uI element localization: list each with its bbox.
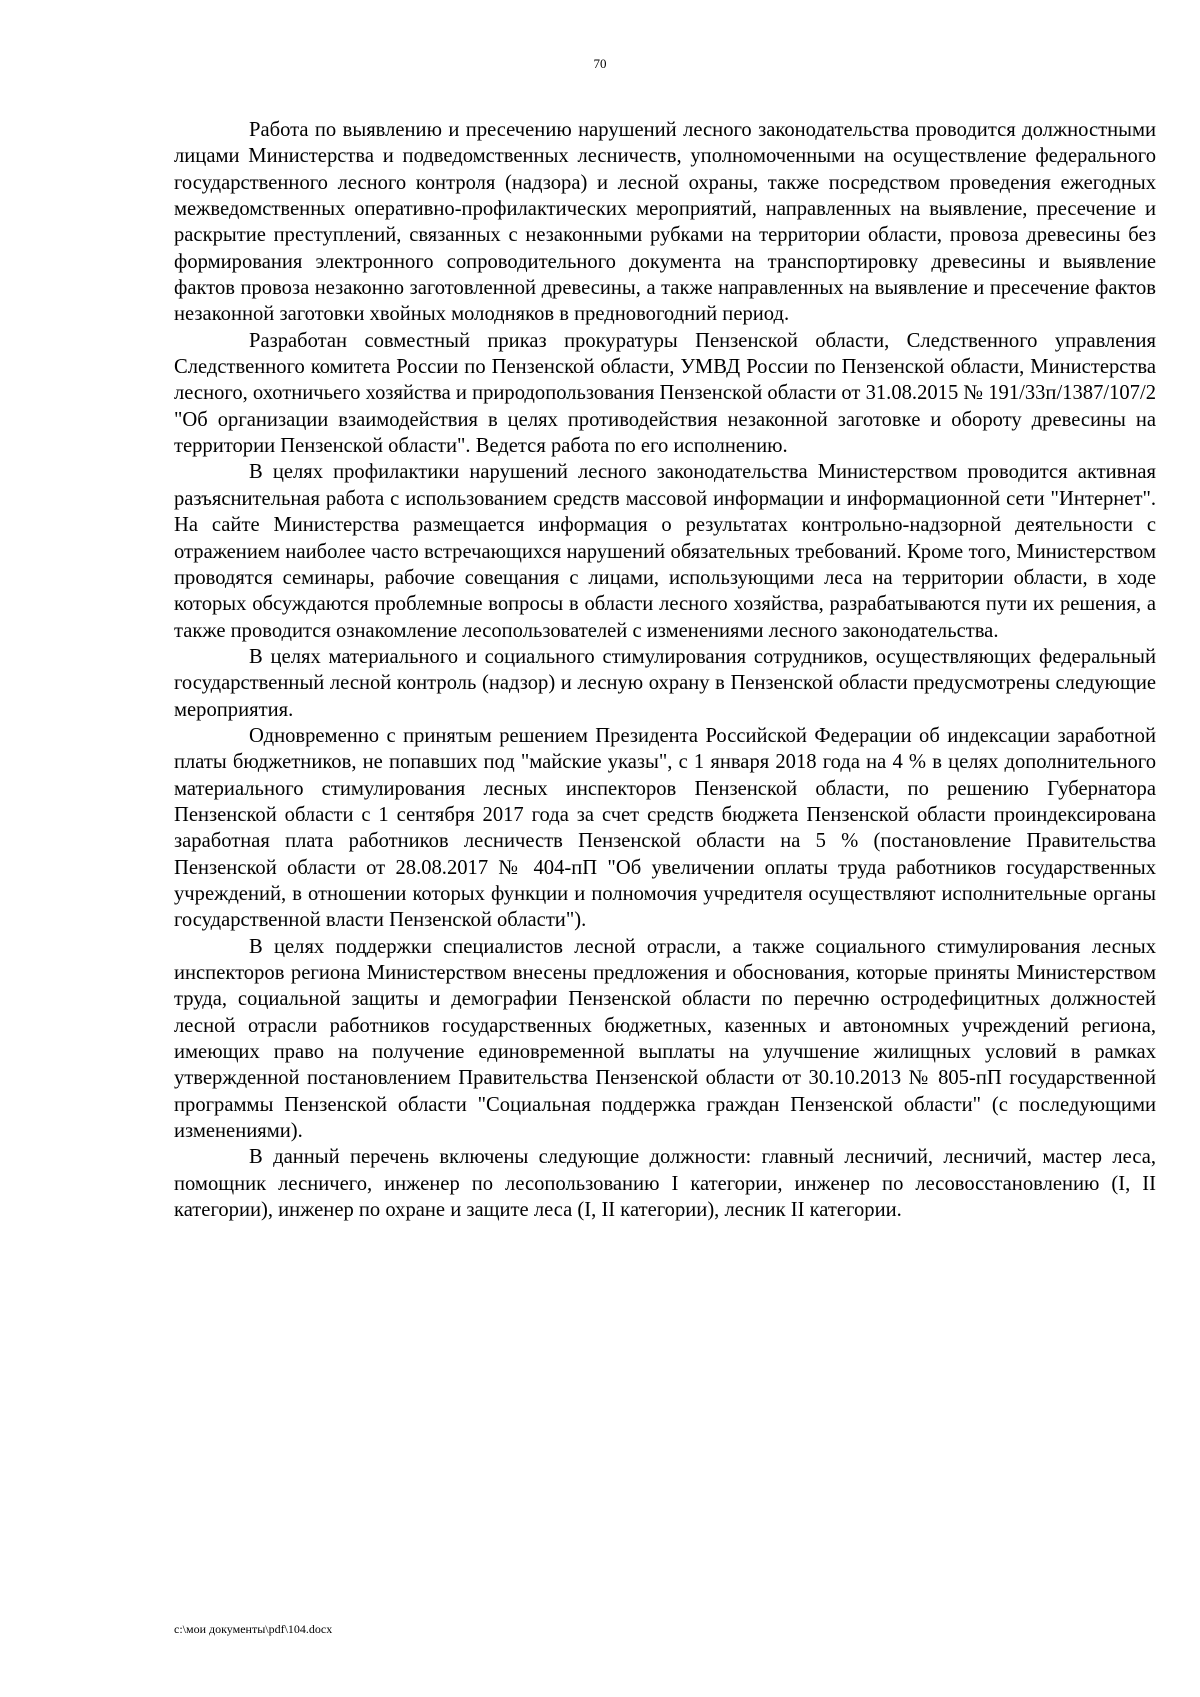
- paragraph-prevention: В целях профилактики нарушений лесного законодательства Министерством проводится активная разъяснительная работа с использованием средств массовой информации и информационной сети "Интернет". На сайте Министерства размещается информация о результатах контрольно-надзорной деятельности с отражением наиболее часто встречающихся нарушений обязательных требований. Кроме того, Министерством проводятся семинары, рабочие совещания с лицами, использующими леса на территории области, в ходе которых обсуждаются проблемные вопросы в области лесного хозяйства, разрабатываются пути их решения, а также проводится ознакомление лесопользователей с изменениями лесного законодательства.: [174, 461, 1156, 642]
- paragraph-stimulation-intro: В целях материального и социального стимулирования сотрудников, осуществляющих федеральный государственный лесной контроль (надзор) и лесную охрану в Пензенской области предусмотрены следующие мероприятия.: [174, 645, 1156, 721]
- paragraph-salary-indexation: Одновременно с принятым решением Президента Российской Федерации об индексации заработной платы бюджетников, не попавших под "майские указы", с 1 января 2018 года на 4 % в целях дополнительного материального стимулирования лесных инспекторов Пензенской области, по решению Губернатора Пензенской области с 1 сентября 2017 года за счет средств бюджета Пензенской области проиндексирована заработная плата работников лесничеств Пензенской области на 5 % (постановление Правительства Пензенской области от 28.08.2017 № 404-пП "Об увеличении оплаты труда работников государственных учреждений, в отношении которых функции и полномочия учредителя осуществляют исполнительные органы государственной власти Пензенской области").: [174, 724, 1156, 932]
- footer-file-path: c:\мои документы\pdf\104.docx: [174, 1622, 333, 1636]
- page-number: 70: [593, 56, 607, 71]
- document-body: [174, 117, 1156, 1223]
- paragraph-specialist-support: В целях поддержки специалистов лесной отрасли, а также социального стимулирования лесных инспекторов региона Министерством внесены предложения и обоснования, которые приняты Министерством труда, социальной защиты и демографии Пензенской области по перечню остродефицитных должностей лесной отрасли работников государственных бюджетных, казенных и автономных учреждений региона, имеющих право на получение единовременной выплаты на улучшение жилищных условий в рамках утвержденной постановлением Правительства Пензенской области от 30.10.2013 № 805-пП государственной программы Пензенской области "Социальная поддержка граждан Пензенской области" (с последующими изменениями).: [174, 935, 1156, 1143]
- paragraph-position-list: В данный перечень включены следующие должности: главный лесничий, лесничий, мастер леса, помощник лесничего, инженер по лесопользованию I категории, инженер по лесовосстановлению (I, II категории), инженер по охране и защите леса (I, II категории), лесник II категории.: [174, 1146, 1156, 1222]
- paragraph-joint-order: Разработан совместный приказ прокуратуры Пензенской области, Следственного управления Следственного комитета России по Пензенской области, УМВД России по Пензенской области, Министерства лесного, охотничьего хозяйства и природопользования Пензенской области от 31.08.2015 № 191/33п/1387/107/2 "Об организации взаимодействия в целях противодействия незаконной заготовке и обороту древесины на территории Пензенской области". Ведется работа по его исполнению.: [174, 329, 1156, 458]
- paragraph-enforcement-work: Работа по выявлению и пресечению нарушений лесного законодательства проводится должностными лицами Министерства и подведомственных лесничеств, уполномоченными на осуществление федерального государственного лесного контроля (надзора) и лесной охраны, также посредством проведения ежегодных межведомственных оперативно-профилактических мероприятий, направленных на выявление, пресечение и раскрытие преступлений, связанных с незаконными рубками на территории области, провоза древесины без формирования электронного сопроводительного документа на транспортировку древесины и выявление фактов провоза незаконно заготовленной древесины, а также направленных на выявление и пресечение фактов незаконной заготовки хвойных молодняков в предновогодний период.: [174, 119, 1156, 326]
